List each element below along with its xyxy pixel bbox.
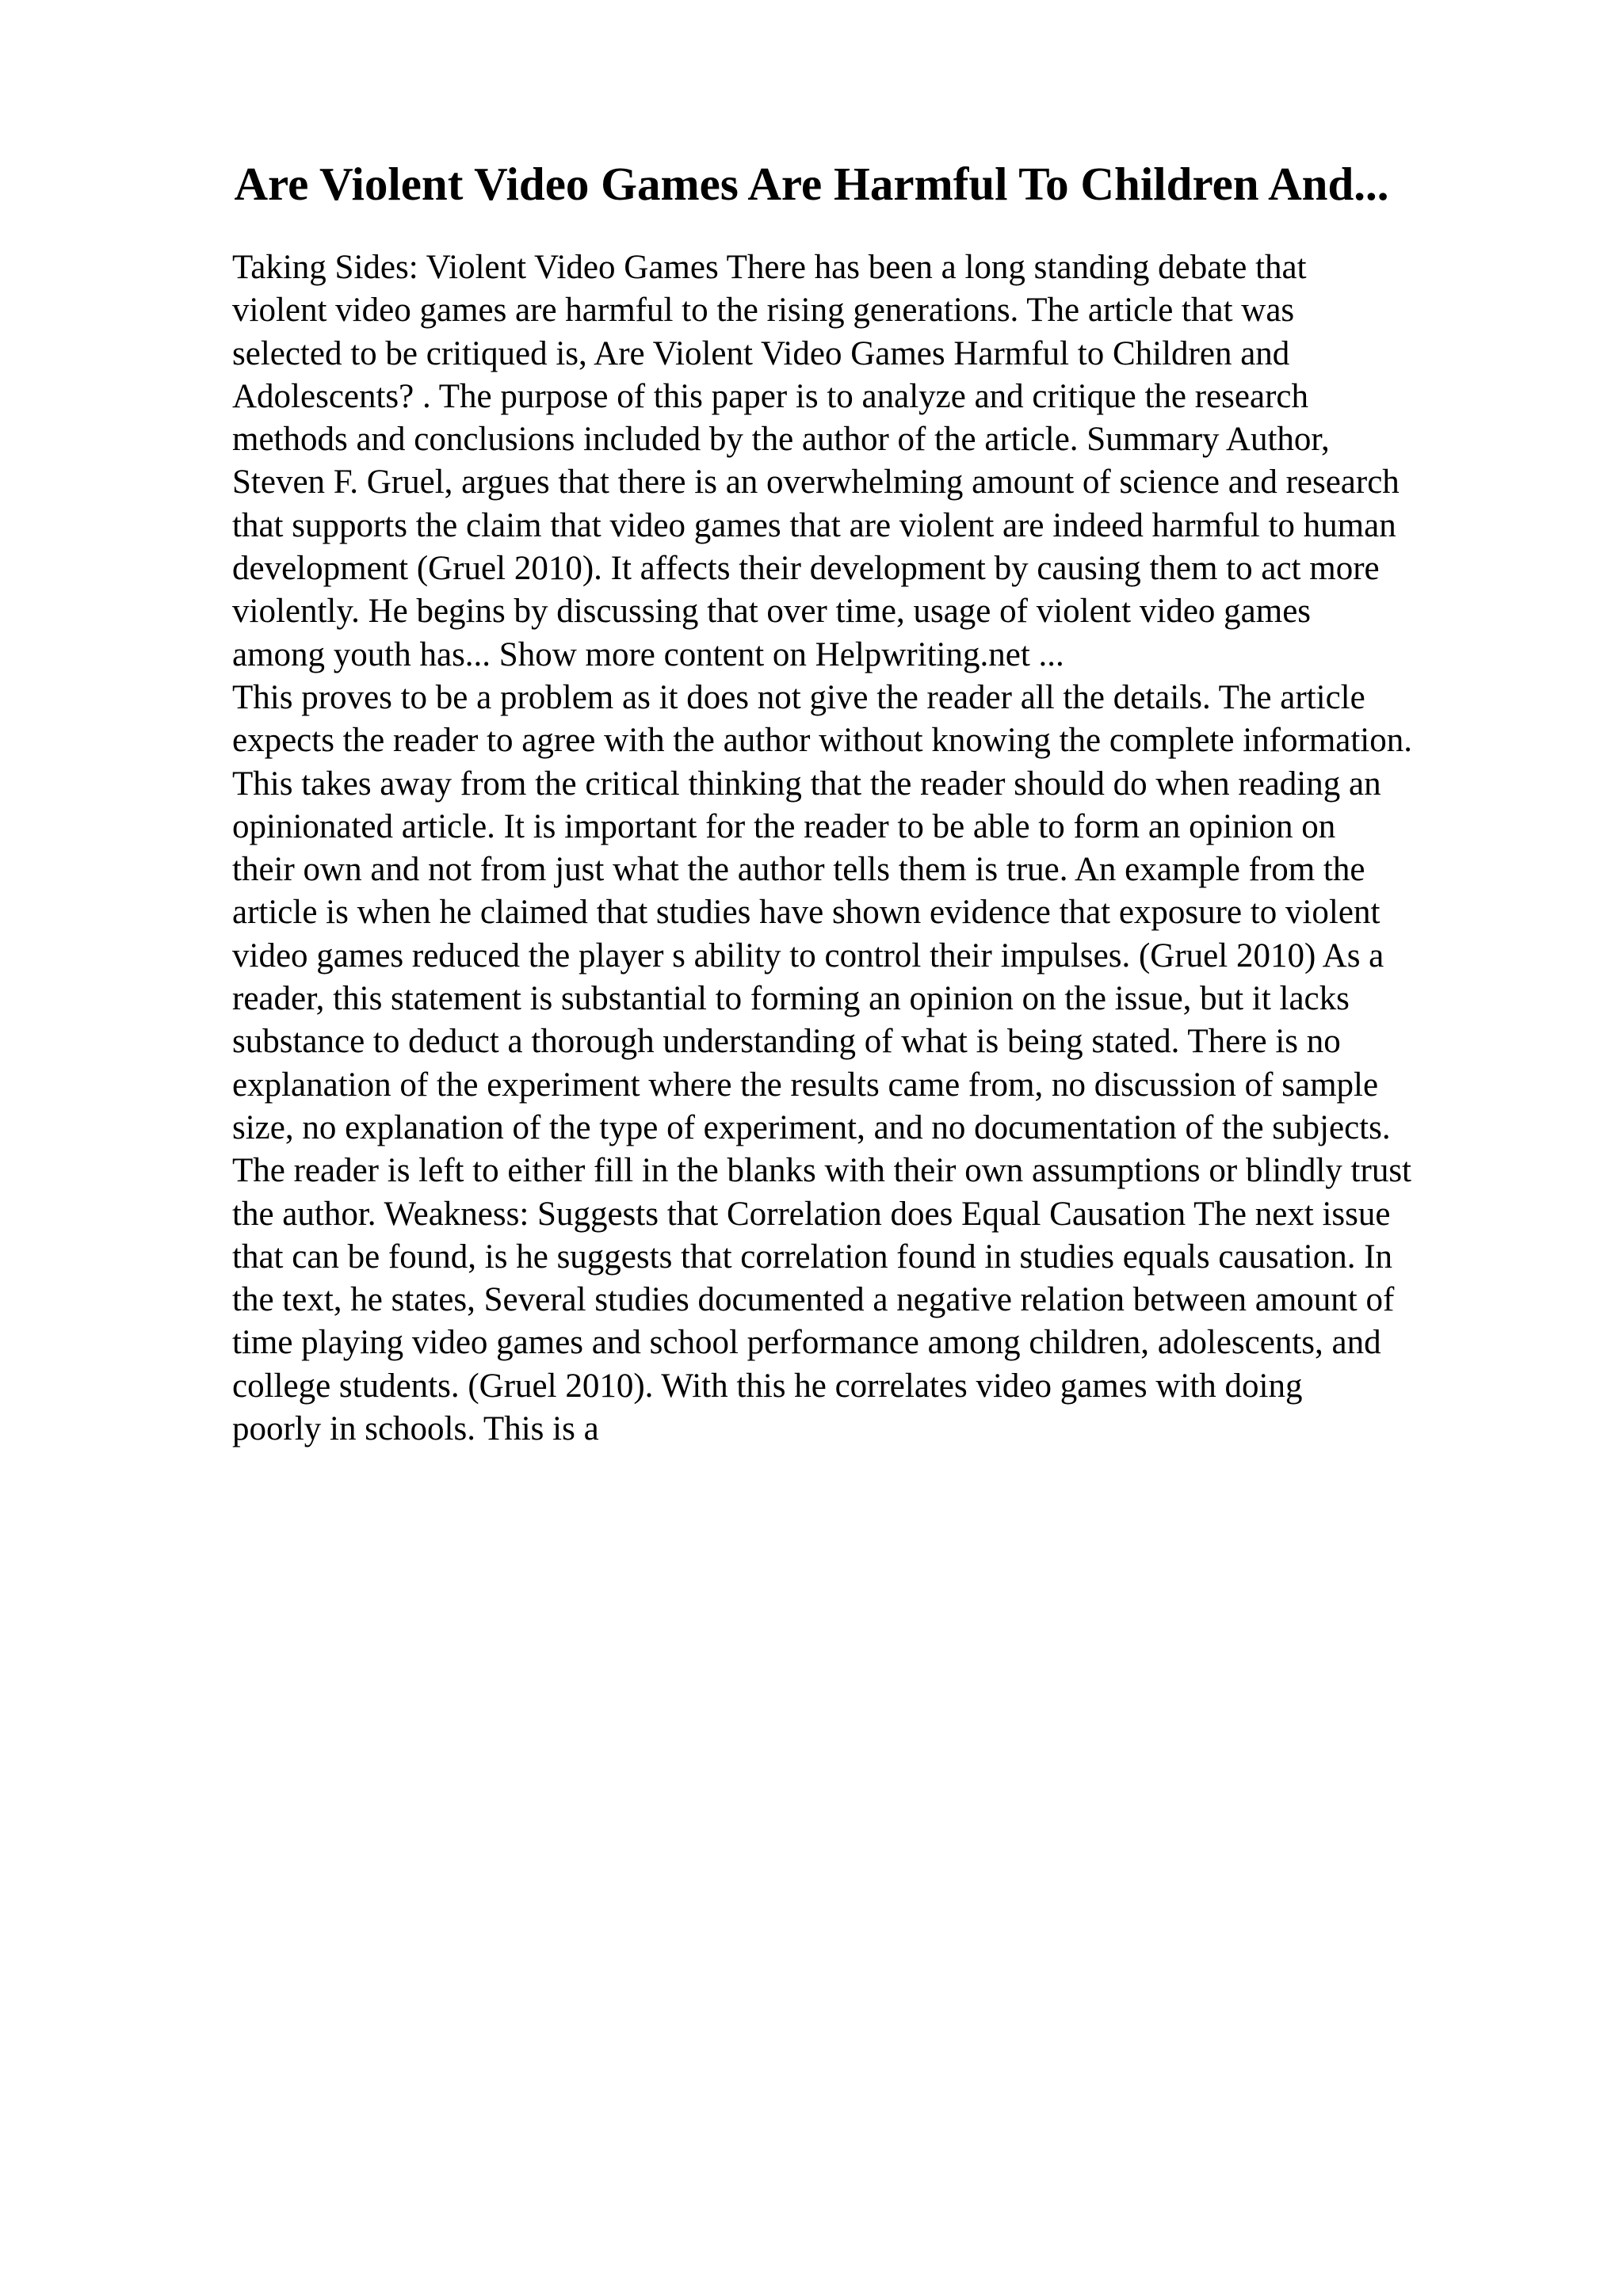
- body-line: selected to be critiqued is, Are Violent Video Games Harmful to Children and: [232, 334, 1290, 372]
- body-line: poorly in schools. This is a: [232, 1410, 599, 1448]
- body-line: time playing video games and school performance among children, adolescents, and: [232, 1324, 1381, 1362]
- body-line: development (Gruel 2010). It affects their development by causing them to act more: [232, 550, 1380, 588]
- body-line: Adolescents? . The purpose of this paper is to analyze and critique the research: [232, 377, 1308, 415]
- document-title: Are Violent Video Games Are Harmful To Children And...: [234, 158, 1389, 210]
- body-line: The reader is left to either fill in the blanks with their own assumptions or blindly trust: [232, 1152, 1411, 1190]
- body-line: methods and conclusions included by the author of the article. Summary Author,: [232, 421, 1330, 459]
- body-line: college students. (Gruel 2010). With this he correlates video games with doing: [232, 1367, 1303, 1405]
- body-line: violently. He begins by discussing that over time, usage of violent video games: [232, 593, 1312, 631]
- body-line: explanation of the experiment where the results came from, no discussion of sample: [232, 1066, 1379, 1104]
- body-line: This proves to be a problem as it does not give the reader all the details. The article: [232, 678, 1365, 716]
- body-line: the text, he states, Several studies documented a negative relation between amount of: [232, 1281, 1395, 1319]
- body-line: their own and not from just what the author tells them is true. An example from the: [232, 851, 1365, 889]
- body-line: size, no explanation of the type of experiment, and no documentation of the subjects.: [232, 1108, 1391, 1146]
- body-line: reader, this statement is substantial to forming an opinion on the issue, but it lacks: [232, 980, 1350, 1018]
- body-line: substance to deduct a thorough understanding of what is being stated. There is no: [232, 1023, 1341, 1061]
- body-line: among youth has... Show more content on Helpwriting.net ...: [232, 635, 1064, 673]
- document-body: [232, 246, 1548, 1451]
- body-line: video games reduced the player s ability to control their impulses. (Gruel 2010) As a: [232, 936, 1384, 974]
- body-line: that supports the claim that video games that are violent are indeed harmful to human: [232, 506, 1396, 544]
- body-line: Taking Sides: Violent Video Games There has been a long standing debate that: [232, 249, 1307, 286]
- body-line: Steven F. Gruel, argues that there is an overwhelming amount of science and research: [232, 463, 1400, 502]
- body-line: that can be found, is he suggests that correlation found in studies equals causation. In: [232, 1238, 1393, 1276]
- body-line: the author. Weakness: Suggests that Correlation does Equal Causation The next issue: [232, 1195, 1391, 1233]
- body-line: violent video games are harmful to the rising generations. The article that was: [232, 292, 1295, 330]
- body-line: article is when he claimed that studies have shown evidence that exposure to violent: [232, 894, 1381, 932]
- body-line: This takes away from the critical thinking that the reader should do when reading an: [232, 765, 1381, 803]
- body-line: expects the reader to agree with the author without knowing the complete information.: [232, 722, 1413, 760]
- body-line: opinionated article. It is important for the reader to be able to form an opinion on: [232, 807, 1336, 845]
